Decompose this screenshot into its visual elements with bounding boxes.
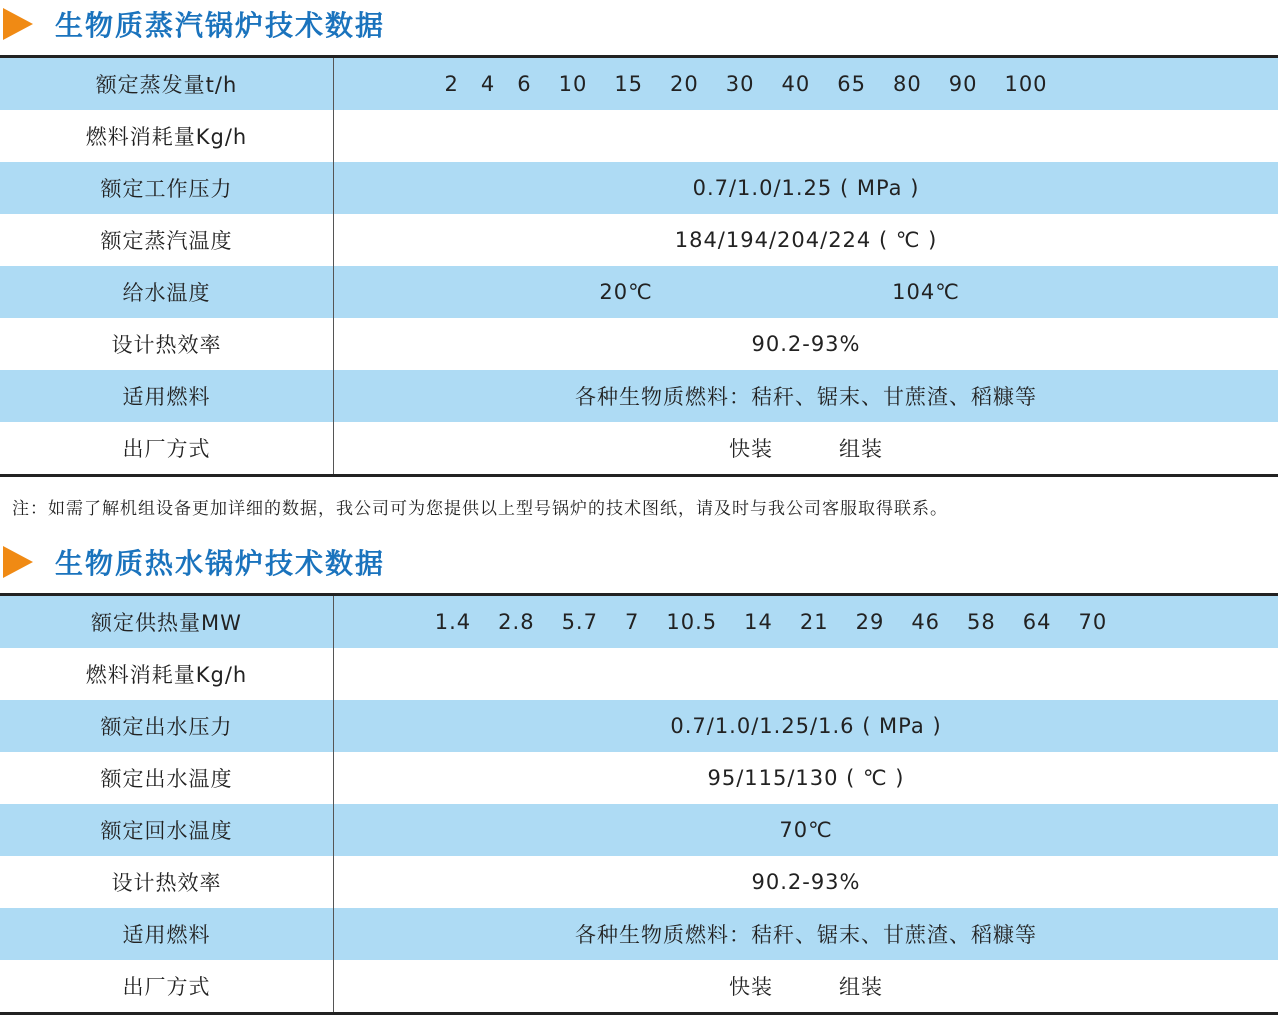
- value-cell: 65: [837, 72, 866, 96]
- value-cell: 15: [614, 72, 644, 96]
- table-row: [0, 110, 1278, 162]
- value-cell: 29: [855, 610, 885, 634]
- value-cell: 100: [1004, 72, 1048, 96]
- row-label: 出厂方式: [0, 422, 334, 474]
- steam-section-title: 生物质蒸汽锅炉技术数据: [55, 9, 386, 42]
- table-row: [0, 596, 1278, 648]
- value-cell: 64: [1022, 610, 1052, 634]
- table-row: [0, 318, 1278, 370]
- row-value: 90.2-93%: [751, 332, 861, 356]
- value-a: 快装: [729, 437, 773, 461]
- steam-section-header: [0, 0, 1282, 48]
- row-value: [334, 648, 1278, 700]
- table-row: [0, 162, 1278, 214]
- row-label: 额定供热量MW: [0, 596, 334, 648]
- row-label: 燃料消耗量Kg/h: [0, 110, 334, 162]
- row-value: 各种生物质燃料：秸秆、锯末、甘蔗渣、稻糠等: [575, 385, 1037, 409]
- hotwater-section-header: [0, 538, 1282, 586]
- table-row: [0, 804, 1278, 856]
- row-label: 设计热效率: [0, 318, 334, 370]
- row-label: 给水温度: [0, 266, 334, 318]
- row-value: 90.2-93%: [751, 870, 861, 894]
- table-row: [0, 752, 1278, 804]
- row-label: 额定工作压力: [0, 162, 334, 214]
- hotwater-section-title: 生物质热水锅炉技术数据: [55, 547, 386, 580]
- row-value: 各种生物质燃料：秸秆、锯末、甘蔗渣、稻糠等: [575, 923, 1037, 947]
- row-value: 70℃: [779, 818, 833, 842]
- value-cell: 80: [892, 72, 922, 96]
- value-cell: 46: [911, 610, 941, 634]
- row-label: 适用燃料: [0, 908, 334, 960]
- row-value: [334, 110, 1278, 162]
- value-cell: 4: [480, 72, 496, 96]
- table-row: [0, 214, 1278, 266]
- value-cell: 1.4: [434, 610, 472, 634]
- value-b: 104℃: [892, 280, 960, 304]
- value-cell: 6: [517, 72, 532, 96]
- steam-boiler-table: [0, 55, 1278, 477]
- row-label: 出厂方式: [0, 960, 334, 1012]
- value-cell: 2: [444, 72, 459, 96]
- table-row: [0, 58, 1278, 110]
- value-cell: 20: [670, 72, 699, 96]
- row-label: 额定回水温度: [0, 804, 334, 856]
- row-value: 95/115/130 ( ℃ ): [707, 766, 905, 790]
- table-row: [0, 908, 1278, 960]
- value-cell: 7: [624, 610, 640, 634]
- row-value: 0.7/1.0/1.25/1.6 ( MPa ): [670, 714, 942, 738]
- row-value-split: [334, 422, 1278, 474]
- table-row: [0, 422, 1278, 474]
- value-b: 组装: [839, 437, 883, 461]
- value-cell: 2.8: [498, 610, 535, 634]
- row-values: [334, 596, 1278, 648]
- row-label: 额定出水压力: [0, 700, 334, 752]
- row-label: 燃料消耗量Kg/h: [0, 648, 334, 700]
- value-cell: 30: [725, 72, 755, 96]
- value-cell: 58: [967, 610, 996, 634]
- footnote: 注：如需了解机组设备更加详细的数据，我公司可为您提供以上型号锅炉的技术图纸，请及时与我公司客服取得联系。: [12, 499, 948, 519]
- row-label: 设计热效率: [0, 856, 334, 908]
- row-label: 适用燃料: [0, 370, 334, 422]
- value-cell: 14: [744, 610, 773, 634]
- table-row: [0, 960, 1278, 1012]
- row-value: 0.7/1.0/1.25 ( MPa ): [692, 176, 920, 200]
- table-row: [0, 648, 1278, 700]
- row-label: 额定蒸汽温度: [0, 214, 334, 266]
- table-row: [0, 700, 1278, 752]
- value-cell: 21: [799, 610, 829, 634]
- value-cell: 5.7: [561, 610, 598, 634]
- value-cell: 10: [558, 72, 588, 96]
- value-cell: 70: [1078, 610, 1108, 634]
- table-row: [0, 370, 1278, 422]
- row-value-split: [334, 266, 1278, 318]
- value-cell: 40: [781, 72, 811, 96]
- table-row: [0, 266, 1278, 318]
- value-cell: 90: [948, 72, 978, 96]
- hotwater-boiler-table: [0, 593, 1278, 1015]
- orange-triangle-icon: [3, 546, 33, 578]
- row-value: 184/194/204/224 ( ℃ ): [674, 228, 938, 252]
- row-values: [334, 58, 1278, 110]
- value-cell: 10.5: [666, 610, 718, 634]
- value-a: 快装: [729, 975, 773, 999]
- row-value-split: [334, 960, 1278, 1012]
- value-a: 20℃: [599, 280, 653, 304]
- value-b: 组装: [839, 975, 883, 999]
- row-label: 额定蒸发量t/h: [0, 58, 334, 110]
- orange-triangle-icon: [3, 8, 33, 40]
- row-label: 额定出水温度: [0, 752, 334, 804]
- table-row: [0, 856, 1278, 908]
